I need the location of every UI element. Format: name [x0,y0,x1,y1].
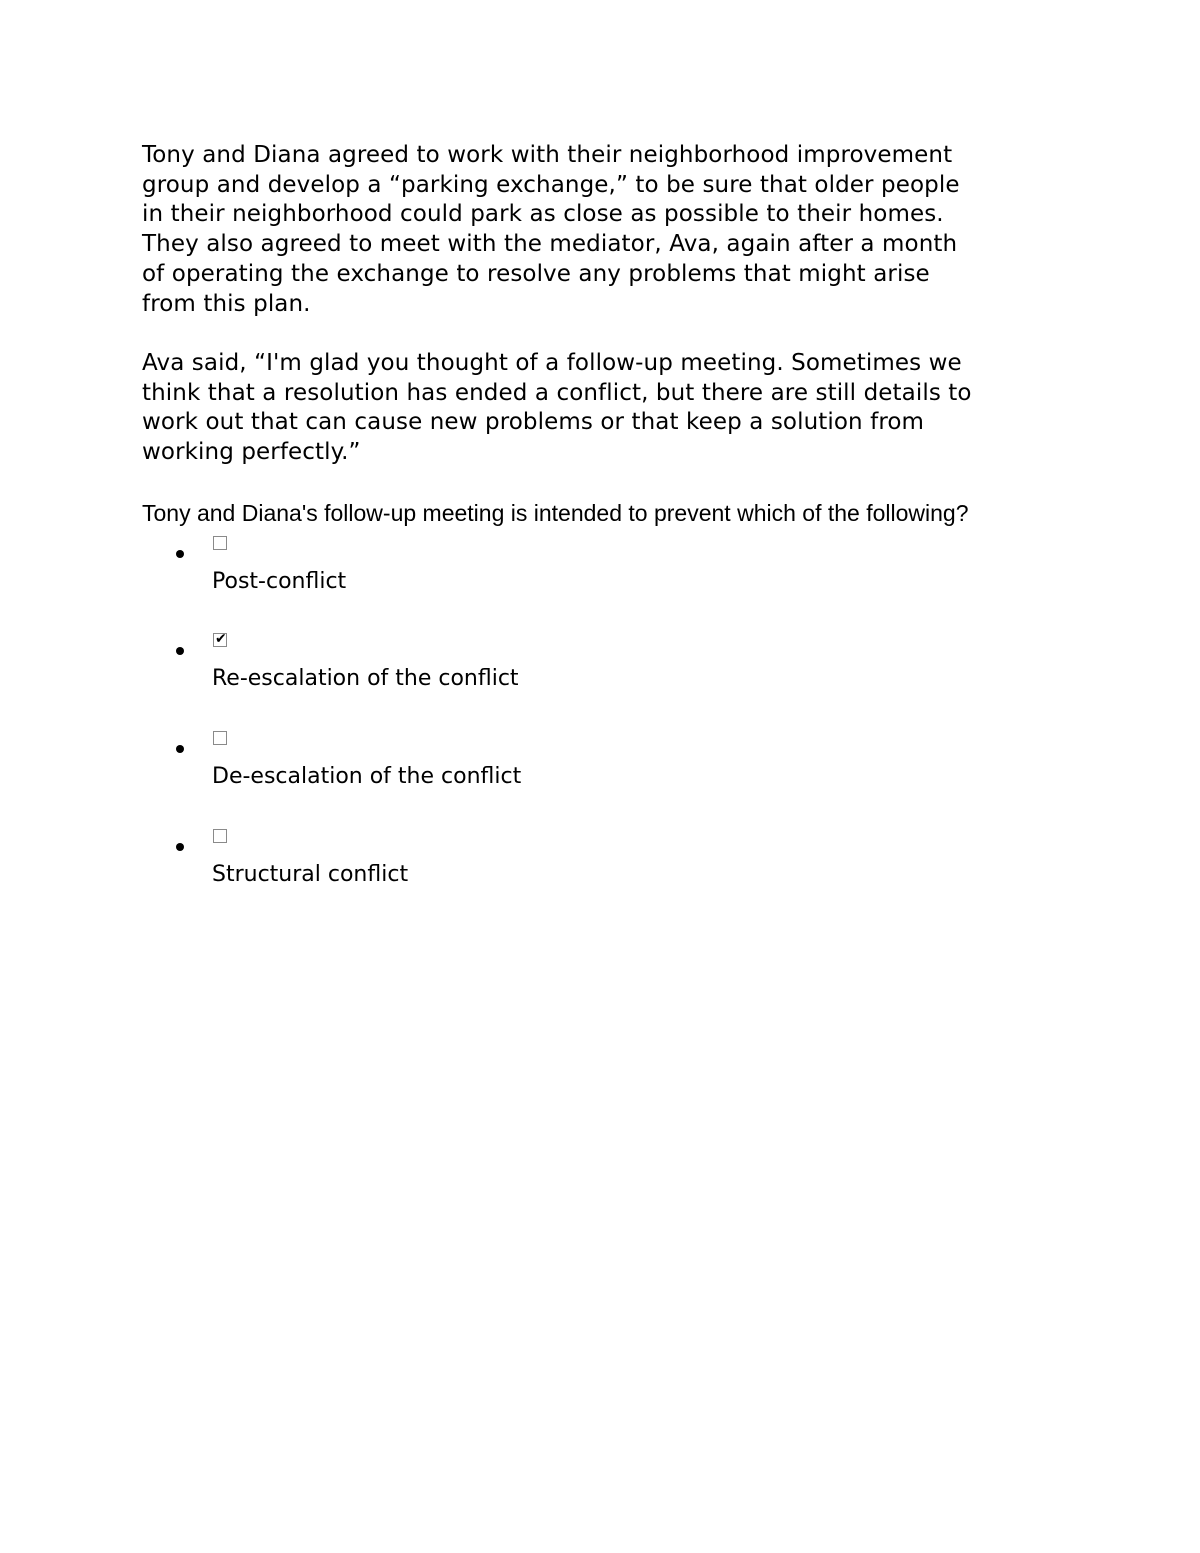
answer-option-label: De-escalation of the conflict [212,764,522,789]
answer-option-label: Re-escalation of the conflict [212,666,519,691]
answer-option-structural-conflict[interactable] [0,821,700,901]
answer-checkbox[interactable] [213,633,227,647]
bullet-icon [176,745,184,753]
answer-checkbox[interactable] [213,829,227,843]
passage-line: in their neighborhood could park as close as possible to their homes. [142,201,944,228]
answer-option-de-escalation[interactable] [0,723,700,803]
answer-option-post-conflict[interactable] [0,528,700,608]
passage-line: of operating the exchange to resolve any problems that might arise [142,260,930,287]
question-text: Tony and Diana's follow-up meeting is intended to prevent which of the following? [142,500,969,526]
passage-line: from this plan. [142,290,311,317]
passage-paragraph-1 [142,141,1072,319]
answer-option-re-escalation[interactable] [0,625,700,705]
passage-line: working perfectly.” [142,439,361,466]
passage-line: work out that can cause new problems or that keep a solution from [142,409,925,436]
passage-paragraph-2 [142,349,1072,468]
bullet-icon [176,843,184,851]
passage-line: think that a resolution has ended a conflict, but there are still details to [142,379,972,406]
answer-option-label: Structural conflict [212,862,409,887]
answer-checkbox[interactable] [213,536,227,550]
bullet-icon [176,647,184,655]
check-icon: ✔ [215,631,227,647]
passage-line: group and develop a “parking exchange,” to be sure that older people [142,171,960,198]
bullet-icon [176,550,184,558]
answer-option-label: Post-conflict [212,569,347,594]
passage-line: Ava said, “I'm glad you thought of a follow-up meeting. Sometimes we [142,350,962,376]
passage-line: Tony and Diana agreed to work with their neighborhood improvement [142,142,953,168]
answer-checkbox[interactable] [213,731,227,745]
passage-line: They also agreed to meet with the mediator, Ava, again after a month [142,231,958,258]
